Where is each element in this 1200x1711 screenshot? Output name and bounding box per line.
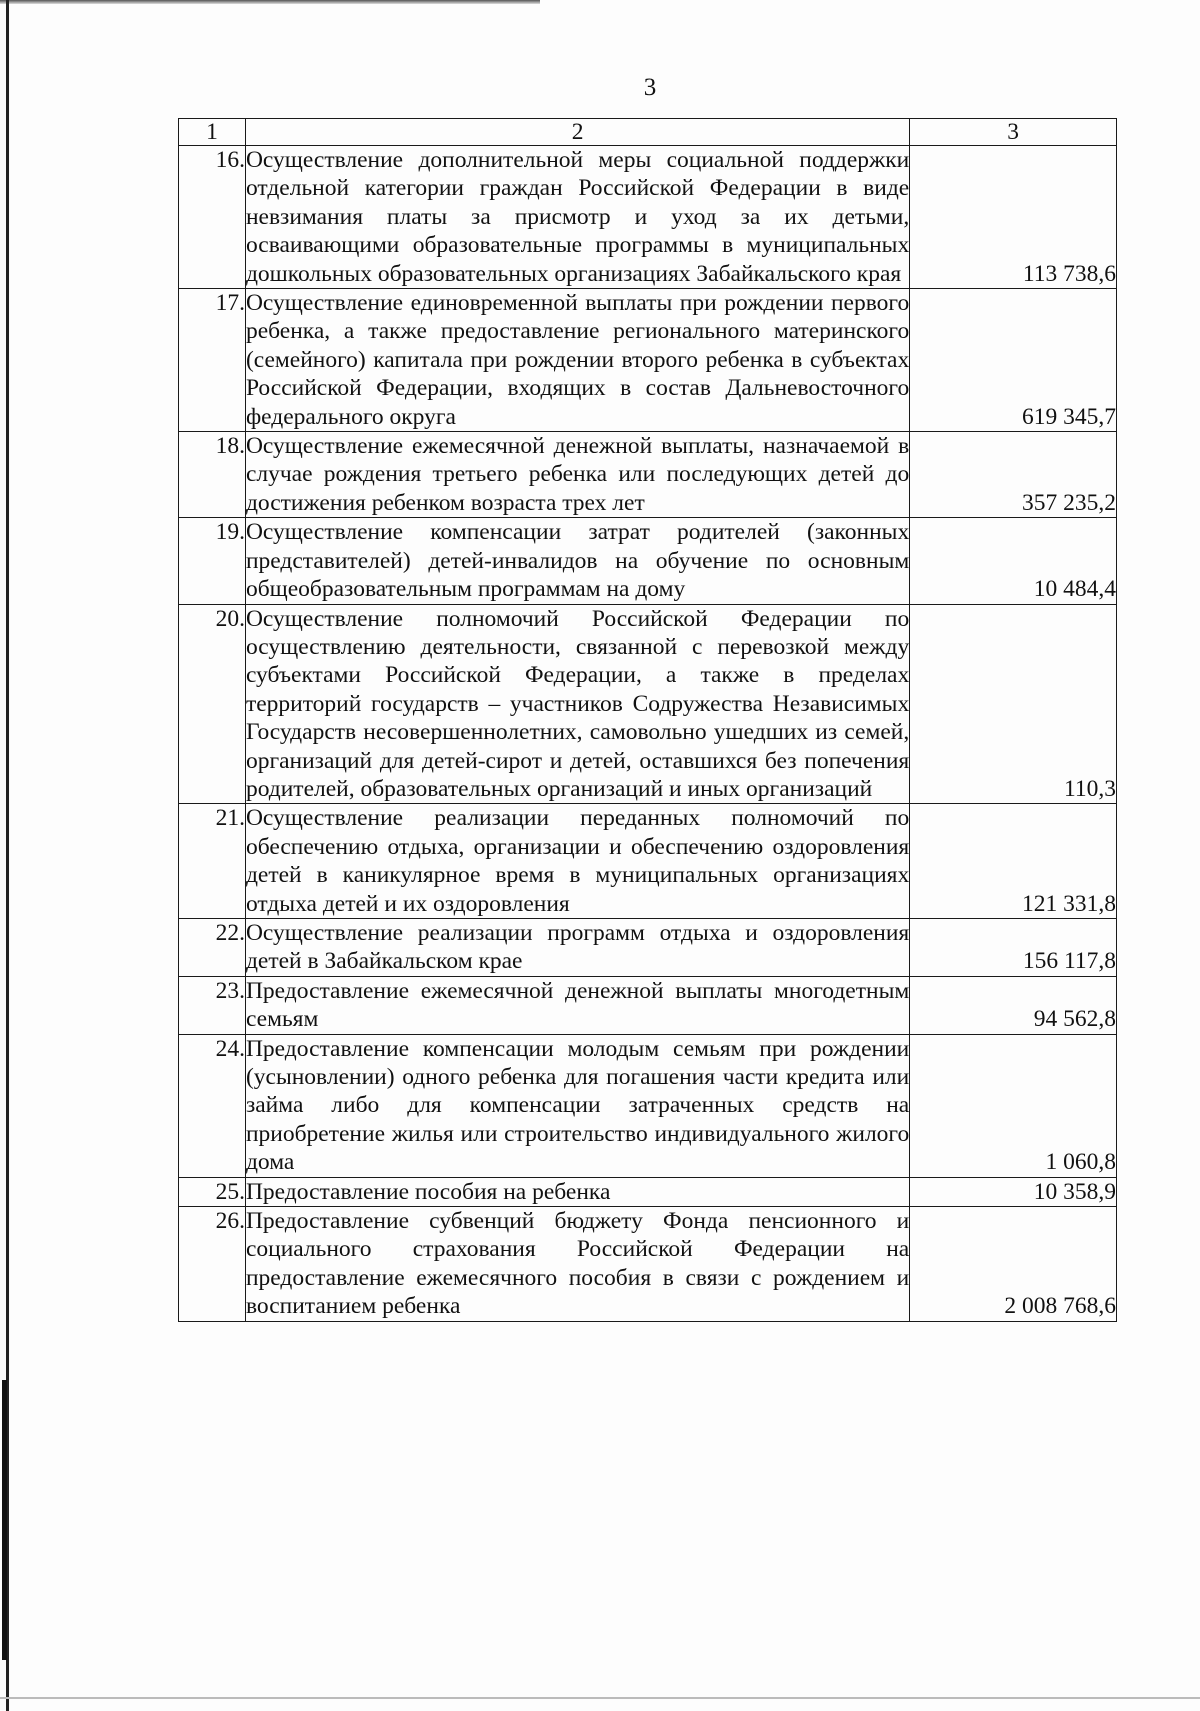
table-row bbox=[179, 1177, 1117, 1206]
table-row bbox=[179, 432, 1117, 518]
row-description: Осуществление единовременной выплаты при рождении первого ребенка, а также предоставление регионального материнского (семейного) капитала при рождении второго ребенка в субъектах Российской Федерации, входящих в состав Дальневосточного федерального округа bbox=[245, 290, 910, 430]
row-amount: 2 008 768,6 bbox=[910, 1207, 1117, 1322]
row-description: Предоставление субвенций бюджету Фонда пенсионного и социального страхования Российской Федерации на предоставление ежемесячного пособия в связи с рождением и воспитанием ребенка bbox=[245, 1208, 910, 1320]
row-description: Предоставление компенсации молодым семьям при рождении (усыновлении) одного ребенка для погашения части кредита или займа либо для компенсации затраченных средств на приобретение жилья или строительство индивидуального жилого дома bbox=[245, 1035, 910, 1176]
row-number: 22. bbox=[179, 918, 246, 976]
row-description: Осуществление ежемесячной денежной выплаты, назначаемой в случае рождения третьего ребенка или последующих детей до достижения ребенком возраста трех лет bbox=[245, 433, 910, 516]
row-number: 23. bbox=[179, 976, 246, 1034]
row-number: 25. bbox=[179, 1177, 246, 1206]
table-row bbox=[179, 976, 1117, 1034]
row-number: 20. bbox=[179, 604, 246, 804]
row-amount: 1 060,8 bbox=[910, 1034, 1117, 1177]
row-number: 18. bbox=[179, 432, 246, 518]
row-number: 16. bbox=[179, 146, 246, 289]
row-number: 26. bbox=[179, 1207, 246, 1322]
header-col-number: 1 bbox=[179, 119, 246, 146]
table-row bbox=[179, 804, 1117, 919]
row-amount: 357 235,2 bbox=[910, 432, 1117, 518]
row-amount: 94 562,8 bbox=[910, 976, 1117, 1034]
row-description: Осуществление реализации программ отдыха и оздоровления детей в Забайкальском крае bbox=[245, 919, 910, 975]
row-description: Осуществление полномочий Российской Федерации по осуществлению деятельности, связанной с перевозкой между субъектами Российской Федерации, а также в пределах территорий государств – участников Содружества Независимых Государств несовершеннолетних, самовольно ушедших из семей, организаций для детей-сирот и детей, оставшихся без попечения родителей, образовательных организаций и иных организаций bbox=[245, 605, 910, 802]
header-col-amount: 3 bbox=[910, 119, 1117, 146]
row-number: 19. bbox=[179, 518, 246, 604]
table-row bbox=[179, 918, 1117, 976]
scan-edge-top bbox=[0, 0, 540, 4]
row-description: Осуществление дополнительной меры социальной поддержки отдельной категории граждан Российской Федерации в виде невзимания платы за присмотр и уход за их детьми, осваивающими образовательные программы в муниципальных дошкольных образовательных организациях Забайкальского края bbox=[245, 147, 910, 287]
row-amount: 121 331,8 bbox=[910, 804, 1117, 919]
row-description: Предоставление пособия на ребенка bbox=[245, 1177, 909, 1206]
scan-edge-left-mark bbox=[2, 1380, 7, 1660]
row-number: 24. bbox=[179, 1034, 246, 1177]
row-number: 17. bbox=[179, 289, 246, 432]
table-row bbox=[179, 1034, 1117, 1177]
row-amount: 113 738,6 bbox=[910, 146, 1117, 289]
page-number: 3 bbox=[643, 74, 657, 101]
row-amount: 619 345,7 bbox=[910, 289, 1117, 432]
table-row bbox=[179, 518, 1117, 604]
table-row bbox=[179, 604, 1117, 804]
table-row bbox=[179, 289, 1117, 432]
row-amount: 10 358,9 bbox=[910, 1177, 1117, 1206]
budget-table bbox=[178, 118, 1117, 1322]
scan-edge-bottom bbox=[0, 1697, 1200, 1699]
table-row bbox=[179, 146, 1117, 289]
table-row bbox=[179, 1207, 1117, 1322]
row-number: 21. bbox=[179, 804, 246, 919]
row-description: Осуществление реализации переданных полномочий по обеспечению отдыха, организации и обеспечению оздоровления детей в каникулярное время в муниципальных организациях отдыха детей и их оздоровления bbox=[245, 805, 910, 917]
row-amount: 110,3 bbox=[910, 604, 1117, 804]
row-amount: 10 484,4 bbox=[910, 518, 1117, 604]
row-amount: 156 117,8 bbox=[910, 918, 1117, 976]
table-header-row bbox=[179, 119, 1117, 146]
row-description: Предоставление ежемесячной денежной выплаты многодетным семьям bbox=[245, 977, 910, 1033]
row-description: Осуществление компенсации затрат родителей (законных представителей) детей-инвалидов на обучение по основным общеобразовательным программам на дому bbox=[245, 519, 910, 603]
header-col-description: 2 bbox=[245, 119, 909, 146]
